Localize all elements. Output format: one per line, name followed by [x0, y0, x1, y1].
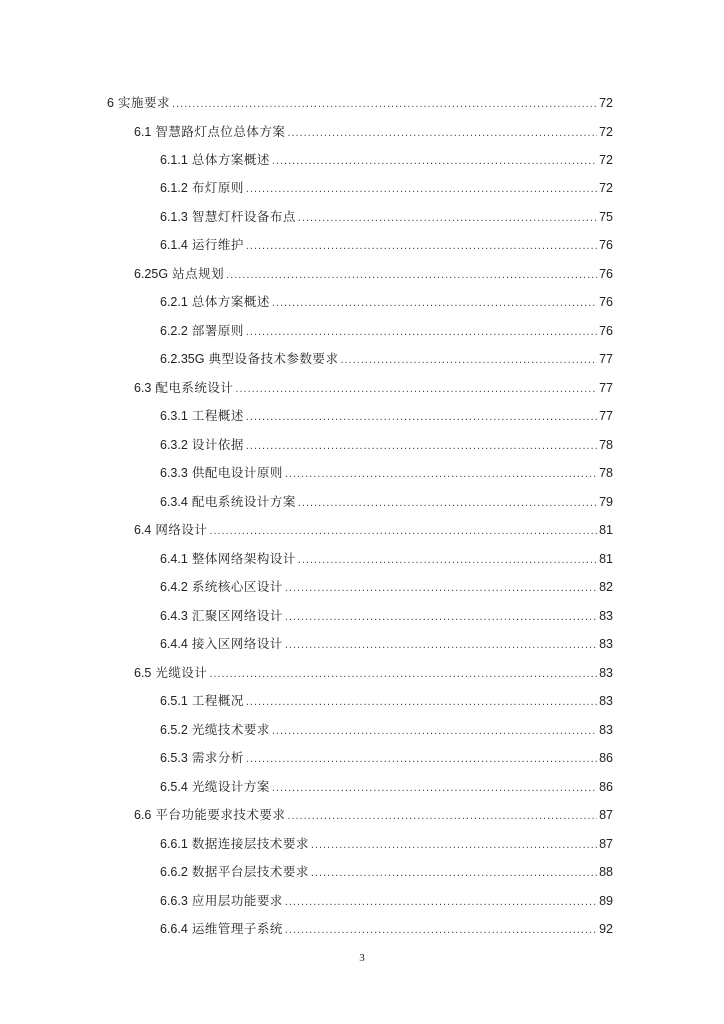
dot-leader — [285, 464, 597, 484]
toc-title: 智慧路灯点位总体方案 — [155, 124, 286, 139]
toc-title: 实施要求 — [117, 95, 170, 110]
dot-leader — [285, 892, 597, 912]
toc-page: 81 — [599, 523, 613, 537]
toc-number: 6 — [107, 96, 114, 110]
dot-leader — [226, 265, 597, 285]
dot-leader — [209, 664, 597, 684]
toc-entry-6-5-4[interactable] — [160, 777, 613, 797]
toc-page: 82 — [599, 580, 613, 594]
toc-title: 汇聚区网络设计 — [191, 608, 283, 623]
toc-page: 77 — [599, 381, 613, 395]
dot-leader — [272, 721, 597, 741]
toc-title: 数据连接层技术要求 — [191, 836, 309, 851]
toc-title: 数据平台层技术要求 — [191, 864, 309, 879]
toc-page: 87 — [599, 837, 613, 851]
toc-number: 6.6.4 — [160, 922, 188, 936]
toc-title: 工程概况 — [191, 693, 244, 708]
toc-page: 79 — [599, 495, 613, 509]
toc-page: 72 — [599, 125, 613, 139]
toc-page: 76 — [599, 267, 613, 281]
toc-title: 光缆设计方案 — [191, 779, 270, 794]
toc-page: 83 — [599, 694, 613, 708]
dot-leader — [246, 692, 597, 712]
toc-number: 6.1.4 — [160, 238, 188, 252]
toc-page: 83 — [599, 723, 613, 737]
dot-leader — [311, 835, 597, 855]
toc-entry-6-2-2[interactable] — [160, 321, 613, 341]
toc-number: 6.6.3 — [160, 894, 188, 908]
toc-page: 89 — [599, 894, 613, 908]
toc-page: 77 — [599, 409, 613, 423]
toc-entry-6-4-1[interactable] — [160, 549, 613, 569]
dot-leader — [285, 607, 597, 627]
dot-leader — [285, 578, 597, 598]
toc-number: 6.1 — [134, 125, 152, 139]
page-number: 3 — [359, 952, 365, 964]
toc-entry-6-5[interactable] — [134, 663, 613, 683]
toc-entry-6-1-2[interactable] — [160, 178, 613, 198]
toc-entry-6[interactable] — [107, 93, 613, 113]
toc-page: 76 — [599, 295, 613, 309]
toc-number: 6.3.2 — [160, 438, 188, 452]
toc-number: 6.2.35G — [160, 352, 205, 366]
toc-title: 运维管理子系统 — [191, 921, 283, 936]
dot-leader — [246, 436, 597, 456]
toc-entry-6-2[interactable] — [134, 264, 613, 284]
toc-page: 86 — [599, 751, 613, 765]
toc-number: 6.2.1 — [160, 295, 188, 309]
toc-page: 83 — [599, 609, 613, 623]
toc-entry-6-1[interactable] — [134, 122, 613, 142]
dot-leader — [285, 635, 597, 655]
toc-title: 配电系统设计方案 — [191, 494, 296, 509]
toc-entry-6-3[interactable] — [134, 378, 613, 398]
toc-title: 设计依据 — [191, 437, 244, 452]
toc-number: 6.3.3 — [160, 466, 188, 480]
toc-number: 6.4.1 — [160, 552, 188, 566]
toc-entry-6-3-3[interactable] — [160, 463, 613, 483]
toc-number: 6.5.3 — [160, 751, 188, 765]
toc-entry-6-3-2[interactable] — [160, 435, 613, 455]
toc-title: 应用层功能要求 — [191, 893, 283, 908]
dot-leader — [246, 179, 597, 199]
toc-title: 智慧灯杆设备布点 — [191, 209, 296, 224]
toc-number: 6.1.1 — [160, 153, 188, 167]
toc-number: 6.5 — [134, 666, 152, 680]
toc-title: 需求分析 — [191, 750, 244, 765]
dot-leader — [246, 407, 597, 427]
toc-entry-6-6-1[interactable] — [160, 834, 613, 854]
toc-number: 6.6.2 — [160, 865, 188, 879]
toc-page: 77 — [599, 352, 613, 366]
toc-page: 75 — [599, 210, 613, 224]
toc-page: 92 — [599, 922, 613, 936]
toc-number: 6.3 — [134, 381, 152, 395]
dot-leader — [272, 778, 597, 798]
toc-page: 86 — [599, 780, 613, 794]
toc-entry-6-1-4[interactable] — [160, 235, 613, 255]
toc-title: 接入区网络设计 — [191, 636, 283, 651]
toc-entry-6-1-3[interactable] — [160, 207, 613, 227]
dot-leader — [272, 293, 597, 313]
toc-title: 典型设备技术参数要求 — [208, 351, 339, 366]
toc-number: 6.5.1 — [160, 694, 188, 708]
toc-page: 81 — [599, 552, 613, 566]
toc-number: 6.4 — [134, 523, 152, 537]
toc-number: 6.3.1 — [160, 409, 188, 423]
dot-leader — [172, 94, 597, 114]
dot-leader — [298, 208, 597, 228]
toc-page: 72 — [599, 96, 613, 110]
toc-title: 总体方案概述 — [191, 152, 270, 167]
toc-title: 站点规划 — [172, 266, 225, 281]
toc-page: 78 — [599, 438, 613, 452]
toc-number: 6.6.1 — [160, 837, 188, 851]
toc-entry-6-6[interactable] — [134, 805, 613, 825]
toc-title: 网络设计 — [155, 522, 208, 537]
toc-entry-6-1-1[interactable] — [160, 150, 613, 170]
toc-number: 6.6 — [134, 808, 152, 822]
toc-number: 6.3.4 — [160, 495, 188, 509]
toc-entry-6-4-4[interactable] — [160, 634, 613, 654]
toc-number: 6.5.4 — [160, 780, 188, 794]
toc-page: 83 — [599, 666, 613, 680]
toc-title: 配电系统设计 — [155, 380, 234, 395]
toc-title: 总体方案概述 — [191, 294, 270, 309]
toc-page: 87 — [599, 808, 613, 822]
toc-number: 6.2.2 — [160, 324, 188, 338]
toc-title: 系统核心区设计 — [191, 579, 283, 594]
toc-page: 76 — [599, 324, 613, 338]
toc-number: 6.4.4 — [160, 637, 188, 651]
toc-entry-6-5-1[interactable] — [160, 691, 613, 711]
toc-title: 运行维护 — [191, 237, 244, 252]
toc-entry-6-4-2[interactable] — [160, 577, 613, 597]
toc-number: 6.4.2 — [160, 580, 188, 594]
toc-entry-6-6-3[interactable] — [160, 891, 613, 911]
toc-entry-6-2-1[interactable] — [160, 292, 613, 312]
toc-entry-6-2-3[interactable] — [160, 349, 613, 369]
toc-number: 6.1.3 — [160, 210, 188, 224]
toc-entry-6-6-2[interactable] — [160, 862, 613, 882]
dot-leader — [246, 749, 597, 769]
toc-entry-6-5-2[interactable] — [160, 720, 613, 740]
toc-entry-6-4-3[interactable] — [160, 606, 613, 626]
dot-leader — [287, 806, 597, 826]
dot-leader — [272, 151, 597, 171]
dot-leader — [287, 123, 597, 143]
toc-number: 6.25G — [134, 267, 169, 281]
toc-entry-6-6-4[interactable] — [160, 919, 613, 939]
dot-leader — [246, 322, 597, 342]
toc-title: 光缆设计 — [155, 665, 208, 680]
toc-number: 6.1.2 — [160, 181, 188, 195]
toc-number: 6.5.2 — [160, 723, 188, 737]
toc-entry-6-3-1[interactable] — [160, 406, 613, 426]
dot-leader — [235, 379, 597, 399]
toc-title: 整体网络架构设计 — [191, 551, 296, 566]
dot-leader — [298, 493, 597, 513]
toc-title: 平台功能要求技术要求 — [155, 807, 286, 822]
toc-page: 72 — [599, 153, 613, 167]
toc-title: 工程概述 — [191, 408, 244, 423]
toc-page: 88 — [599, 865, 613, 879]
dot-leader — [285, 920, 597, 940]
dot-leader — [246, 236, 597, 256]
dot-leader — [311, 863, 597, 883]
toc-title: 布灯原则 — [191, 180, 244, 195]
toc-page: 83 — [599, 637, 613, 651]
toc-title: 光缆技术要求 — [191, 722, 270, 737]
toc-page: 72 — [599, 181, 613, 195]
toc-page: 76 — [599, 238, 613, 252]
dot-leader — [209, 521, 597, 541]
toc-number: 6.4.3 — [160, 609, 188, 623]
toc-title: 供配电设计原则 — [191, 465, 283, 480]
toc-entry-6-4[interactable] — [134, 520, 613, 540]
toc-entry-6-3-4[interactable] — [160, 492, 613, 512]
dot-leader — [298, 550, 597, 570]
toc-page: 78 — [599, 466, 613, 480]
dot-leader — [341, 350, 598, 370]
toc-entry-6-5-3[interactable] — [160, 748, 613, 768]
toc-title: 部署原则 — [191, 323, 244, 338]
